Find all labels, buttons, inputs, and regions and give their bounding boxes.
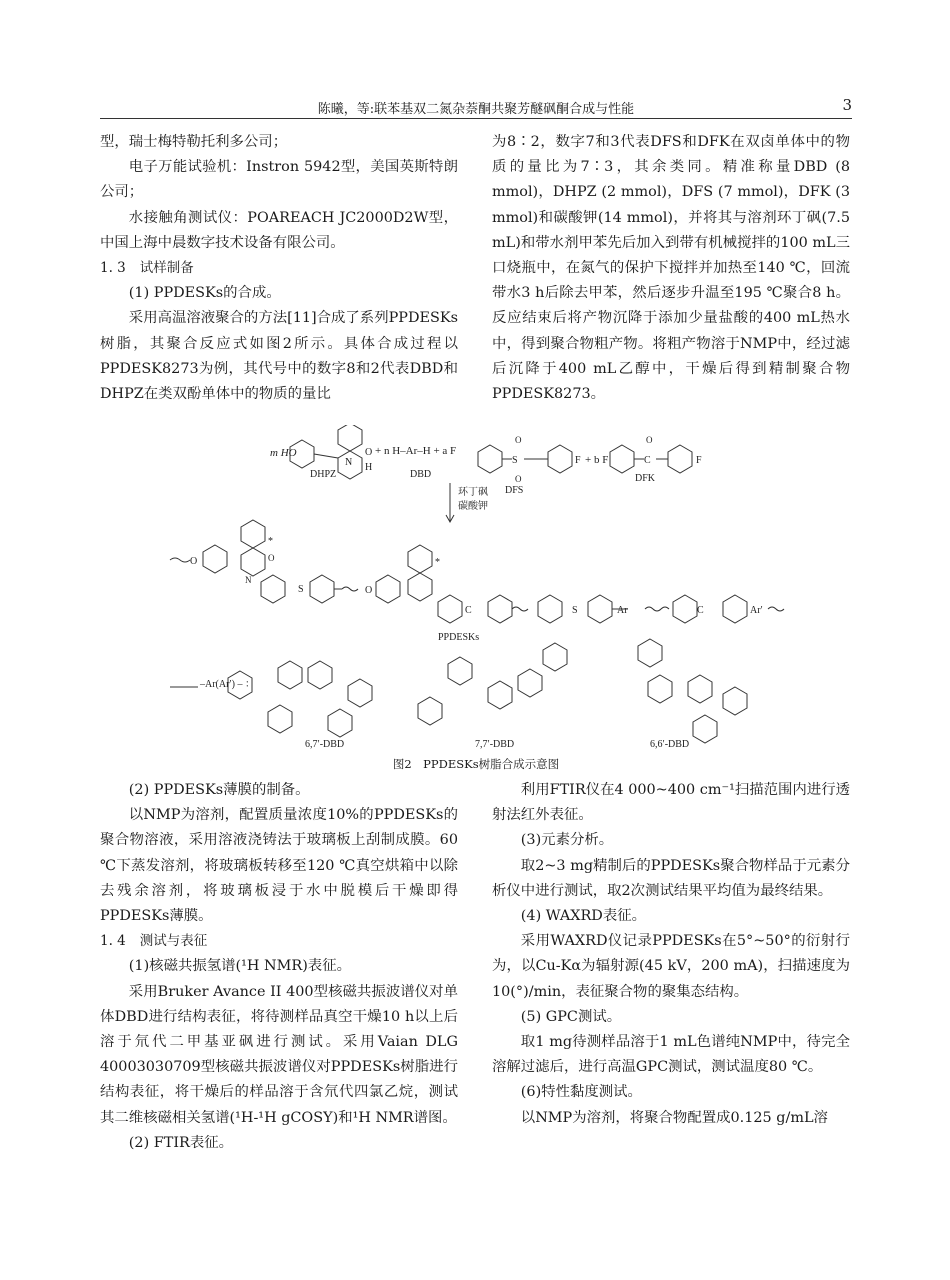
dhpz-label: DHPZ [310, 469, 337, 480]
atom-o: O [515, 474, 522, 484]
benzene-ring [438, 595, 462, 623]
benzene-ring [308, 661, 332, 689]
section-heading-1-3: 1. 3 试样制备 [100, 260, 194, 277]
paragraph: 为8∶2，数字7和3代表DFS和DFK在双卤单体中的物质的量比为7∶3，其余类同。精准称量DBD (8 mmol)，DHPZ (2 mmol)，DFS (7 mmol)，DFK (3 mmol)和碳酸钾(14 mmol)，并将其与溶剂环丁砜(7.5 mL)和带水剂甲苯先后加入到带有机械搅拌的100 mL三口烧瓶中，在氮气的保护下搅拌并加热至140 ℃，回流带水3 h后除去甲苯，然后逐步升温至195 ℃聚合8 h。反应结束后将产物沉降于添加少量盐酸的400 mL热水中，得到聚合物粗产物。将粗产物溶于NMP中，经过滤后沉降于400 mL乙醇中，干燥后得到精制聚合物PPDESK8273。 [492, 134, 850, 403]
paragraph: (1)核磁共振氢谱(¹H NMR)表征。 [128, 958, 351, 975]
b-label: + b F [585, 454, 609, 466]
benzene-ring [688, 675, 712, 703]
atom-o: O [515, 435, 522, 445]
paragraph: (4) WAXRD表征。 [520, 908, 647, 925]
m-label: m HO [270, 447, 297, 459]
paragraph: 利用FTIR仪在4 000~400 cm⁻¹扫描范围内进行透射法红外表征。 [492, 782, 850, 824]
section-heading-1-4: 1. 4 测试与表征 [100, 933, 208, 950]
wavy-chain [768, 607, 784, 611]
paragraph: (2) FTIR表征。 [128, 1134, 234, 1151]
benzene-ring [241, 548, 265, 576]
atom-n: N [245, 575, 252, 585]
synthesis-scheme-figure [160, 425, 800, 755]
benzene-ring [338, 425, 362, 451]
atom-s: S [512, 455, 518, 466]
benzene-ring [376, 575, 400, 603]
benzene-ring [310, 575, 334, 603]
benzene-ring [418, 697, 442, 725]
wavy-chain [170, 558, 190, 562]
benzene-ring [203, 545, 227, 573]
paragraph: 取2~3 mg精制后的PPDESKs聚合物样品于元素分析仪中进行测试，取2次测试结果平均值为最终结果。 [492, 857, 850, 899]
benzene-ring [538, 595, 562, 623]
benzene-ring [278, 661, 302, 689]
reaction-scheme-svg [160, 425, 800, 755]
benzene-ring [693, 715, 717, 743]
atom-s: S [572, 605, 578, 616]
paragraph: (6)特性黏度测试。 [520, 1084, 642, 1101]
benzene-ring [588, 595, 612, 623]
benzene-ring [348, 679, 372, 707]
paragraph: 采用WAXRD仪记录PPDESKs在5°~50°的衍射行为，以Cu-Kα为辐射源(45 kV，200 mA)，扫描速度为10(°)/min，表征聚合物的聚集态结构。 [492, 933, 850, 1000]
wavy-chain [645, 607, 669, 611]
atom-f: F [575, 455, 581, 466]
page-number: 3 [842, 96, 852, 114]
right-column-top [492, 130, 850, 407]
product-label: PPDESKs [438, 632, 480, 643]
benzene-ring [723, 687, 747, 715]
atom-f: F [696, 455, 702, 466]
paragraph: 电子万能试验机：Instron 5942型，美国英斯特朗公司； [100, 159, 458, 201]
benzene-ring [648, 675, 672, 703]
left-column-bottom [100, 778, 458, 1156]
ar-chain: Ar [617, 605, 628, 616]
n-label: + n H–Ar–H + a F [375, 445, 457, 457]
dfs-label: DFS [505, 485, 524, 496]
benzene-ring [673, 595, 697, 623]
figure-caption: 图2 PPDESKs树脂合成示意图 [392, 757, 560, 771]
isomer-label: 7,7′-DBD [475, 739, 515, 750]
paragraph: 采用高温溶液聚合的方法[11]合成了系列PPDESKs树脂，其聚合反应式如图2所示。具体合成过程以PPDESK8273为例，其代号中的数字8和2代表DBD和DHPZ在类双酚单体中的物质的量比 [100, 310, 458, 403]
dfk-label: DFK [635, 473, 656, 484]
isomer-label: 6,6′-DBD [650, 739, 690, 750]
paragraph: 型，瑞士梅特勒托利多公司； [100, 134, 288, 150]
ar-definition-label: –Ar(Ar′) – ： [200, 679, 255, 690]
paragraph: (3)元素分析。 [520, 832, 614, 849]
benzene-ring [488, 595, 512, 623]
benzene-ring [638, 639, 662, 667]
wavy-chain [512, 607, 528, 611]
benzene-ring [548, 445, 572, 473]
wavy-chain [342, 587, 358, 591]
ar-prime: Ar′ [750, 605, 763, 616]
paragraph: (2) PPDESKs薄膜的制备。 [128, 782, 310, 798]
atom-h: H [365, 462, 373, 473]
atom-o: O [365, 447, 373, 458]
benzene-ring [408, 545, 432, 573]
benzene-ring [723, 595, 747, 623]
condition-solvent: 环丁砜 [458, 487, 488, 498]
atom-c: C [697, 605, 704, 616]
paragraph: 以NMP为溶剂，配置质量浓度10%的PPDESKs的聚合物溶液，采用溶液浇铸法于玻璃板上刮制成膜。60 ℃下蒸发溶剂，将玻璃板转移至120 ℃真空烘箱中以除去残余溶剂，将玻璃板浸于水中脱模后干燥即得PPDESKs薄膜。 [100, 807, 458, 925]
dbd-label: DBD [410, 469, 432, 480]
benzene-ring [478, 445, 502, 473]
benzene-ring [408, 573, 432, 601]
star-mark: * [268, 536, 273, 547]
atom-o: O [365, 585, 373, 596]
benzene-ring [448, 657, 472, 685]
atom-o: O [190, 556, 198, 567]
atom-c: C [465, 605, 472, 616]
benzene-ring [268, 705, 292, 733]
header-title: 陈曦，等:联苯基双二氮杂萘酮共聚芳醚砜酮合成与性能 [317, 102, 635, 117]
running-header [100, 96, 852, 119]
atom-o: O [646, 435, 653, 445]
star-mark: * [435, 557, 440, 568]
paragraph: 取1 mg待测样品溶于1 mL色谱纯NMP中，待完全溶解过滤后，进行高温GPC测试，测试温度80 ℃。 [492, 1034, 850, 1076]
paragraph: 以NMP为溶剂，将聚合物配置成0.125 g/mL溶 [520, 1109, 828, 1126]
left-column-top [100, 130, 458, 407]
atom-c: C [644, 455, 651, 466]
benzene-ring [241, 520, 265, 548]
benzene-ring [543, 643, 567, 671]
benzene-ring [518, 669, 542, 697]
paragraph: 采用Bruker Avance II 400型核磁共振波谱仪对单体DBD进行结构表征，将待测样品真空干燥10 h以上后溶于氘代二甲基亚砜进行测试。采用Vaian DLG 40003030709型核磁共振波谱仪对PPDESKs树脂进行结构表征，将干燥后的样品溶于含氘代四氯乙烷，测试其二维核磁相关氢谱(¹H-¹H gCOSY)和¹H NMR谱图。 [100, 983, 458, 1126]
benzene-ring [328, 709, 352, 737]
atom-n: N [345, 457, 353, 468]
right-column-bottom [492, 778, 850, 1131]
benzene-ring [668, 445, 692, 473]
paragraph: 水接触角测试仪：POAREACH JC2000D2W型，中国上海中晨数字技术设备有限公司。 [100, 209, 458, 251]
isomer-label: 6,7′-DBD [305, 739, 345, 750]
benzene-ring [610, 445, 634, 473]
atom-s: S [298, 584, 304, 595]
condition-base: 碳酸钾 [458, 501, 488, 512]
paragraph: (5) GPC测试。 [520, 1008, 622, 1025]
atom-o: O [268, 553, 275, 563]
benzene-ring [261, 575, 285, 603]
paragraph: (1) PPDESKs的合成。 [128, 285, 281, 302]
benzene-ring [488, 681, 512, 709]
